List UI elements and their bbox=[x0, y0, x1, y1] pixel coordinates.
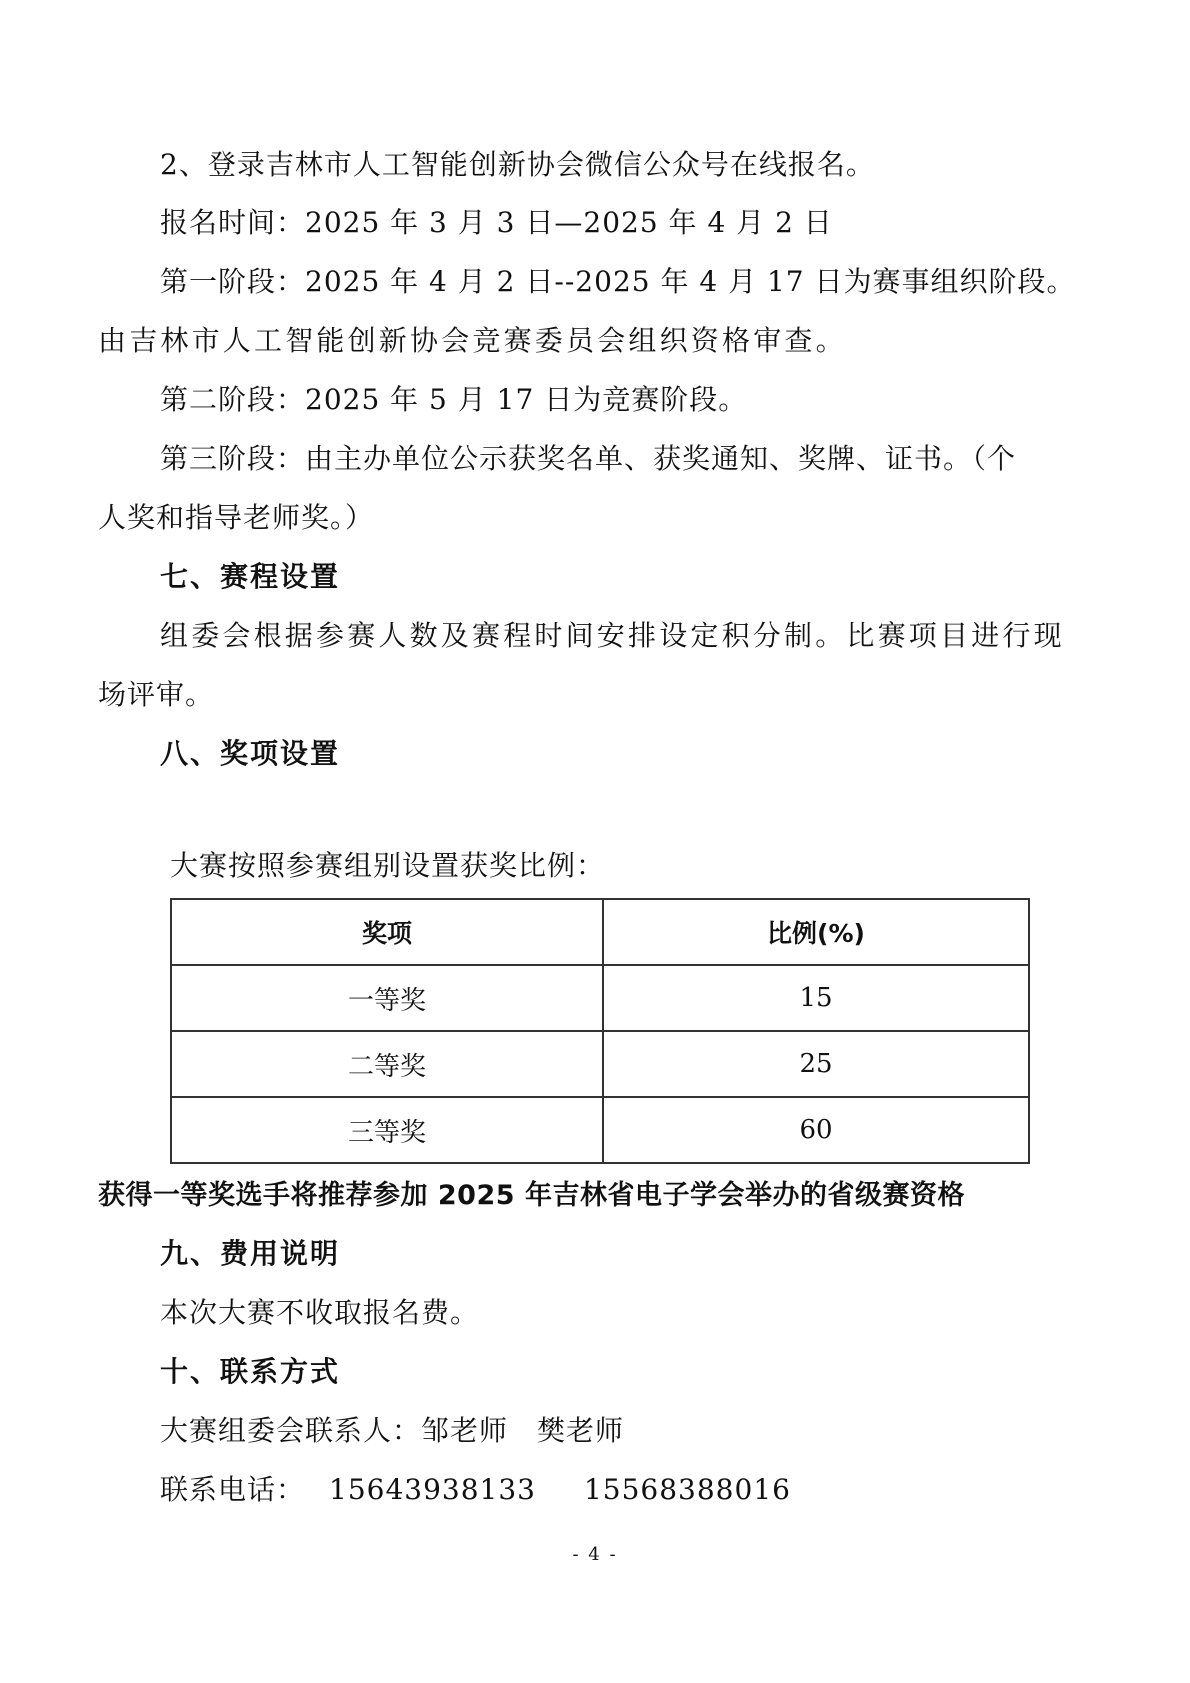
award-name-cell: 三等奖 bbox=[171, 1097, 603, 1163]
section-7-body-line-2: 场评审。 bbox=[98, 678, 215, 711]
award-ratio-cell: 15 bbox=[603, 965, 1029, 1031]
stage-3-line-1: 第三阶段：由主办单位公示获奖名单、获奖通知、奖牌、证书。（个 bbox=[160, 442, 1017, 475]
contact-phone-1: 15643938133 bbox=[329, 1473, 536, 1506]
award-ratio-cell: 60 bbox=[603, 1097, 1029, 1163]
section-10-heading: 十、联系方式 bbox=[160, 1355, 341, 1388]
contact-people: 大赛组委会联系人：邹老师 樊老师 bbox=[160, 1414, 625, 1447]
section-9-body: 本次大赛不收取报名费。 bbox=[160, 1296, 480, 1329]
award-name-cell: 二等奖 bbox=[171, 1031, 603, 1097]
section-8-heading: 八、奖项设置 bbox=[160, 737, 341, 770]
column-header-ratio: 比例(%) bbox=[603, 899, 1029, 965]
stage-2: 第二阶段：2025 年 5 月 17 日为竞赛阶段。 bbox=[160, 383, 748, 416]
registration-step-2: 2、登录吉林市人工智能创新协会微信公众号在线报名。 bbox=[160, 148, 875, 181]
section-9-heading: 九、费用说明 bbox=[160, 1237, 341, 1270]
column-header-award: 奖项 bbox=[171, 899, 603, 965]
contact-phones bbox=[0, 1466, 1190, 1514]
award-ratio-table bbox=[170, 898, 1030, 1164]
award-ratio-cell: 25 bbox=[603, 1031, 1029, 1097]
section-8-intro: 大赛按照参赛组别设置获奖比例： bbox=[170, 849, 606, 882]
stage-3-line-2: 人奖和指导老师奖。） bbox=[98, 501, 375, 534]
stage-1-line-1: 第一阶段：2025 年 4 月 2 日--2025 年 4 月 17 日为赛事组织阶段。 bbox=[160, 265, 1076, 298]
registration-time: 报名时间：2025 年 3 月 3 日—2025 年 4 月 2 日 bbox=[160, 206, 833, 239]
first-prize-recommendation-note: 获得一等奖选手将推荐参加 2025 年吉林省电子学会举办的省级赛资格 bbox=[98, 1180, 965, 1211]
contact-phone-2: 15568388016 bbox=[583, 1473, 791, 1506]
section-7-body-line-1: 组委会根据参赛人数及赛程时间安排设定积分制。比赛项目进行现 bbox=[160, 619, 1065, 652]
page-number: - 4 - bbox=[572, 1544, 618, 1565]
award-name-cell: 一等奖 bbox=[171, 965, 603, 1031]
table-header-row bbox=[171, 899, 1029, 965]
table-row bbox=[171, 965, 1029, 1031]
section-7-heading: 七、赛程设置 bbox=[160, 560, 341, 593]
table-row bbox=[171, 1031, 1029, 1097]
stage-1-line-2: 由吉林市人工智能创新协会竞赛委员会组织资格审查。 bbox=[98, 324, 847, 357]
contact-phone-label: 联系电话： bbox=[160, 1473, 306, 1506]
table-row bbox=[171, 1097, 1029, 1163]
